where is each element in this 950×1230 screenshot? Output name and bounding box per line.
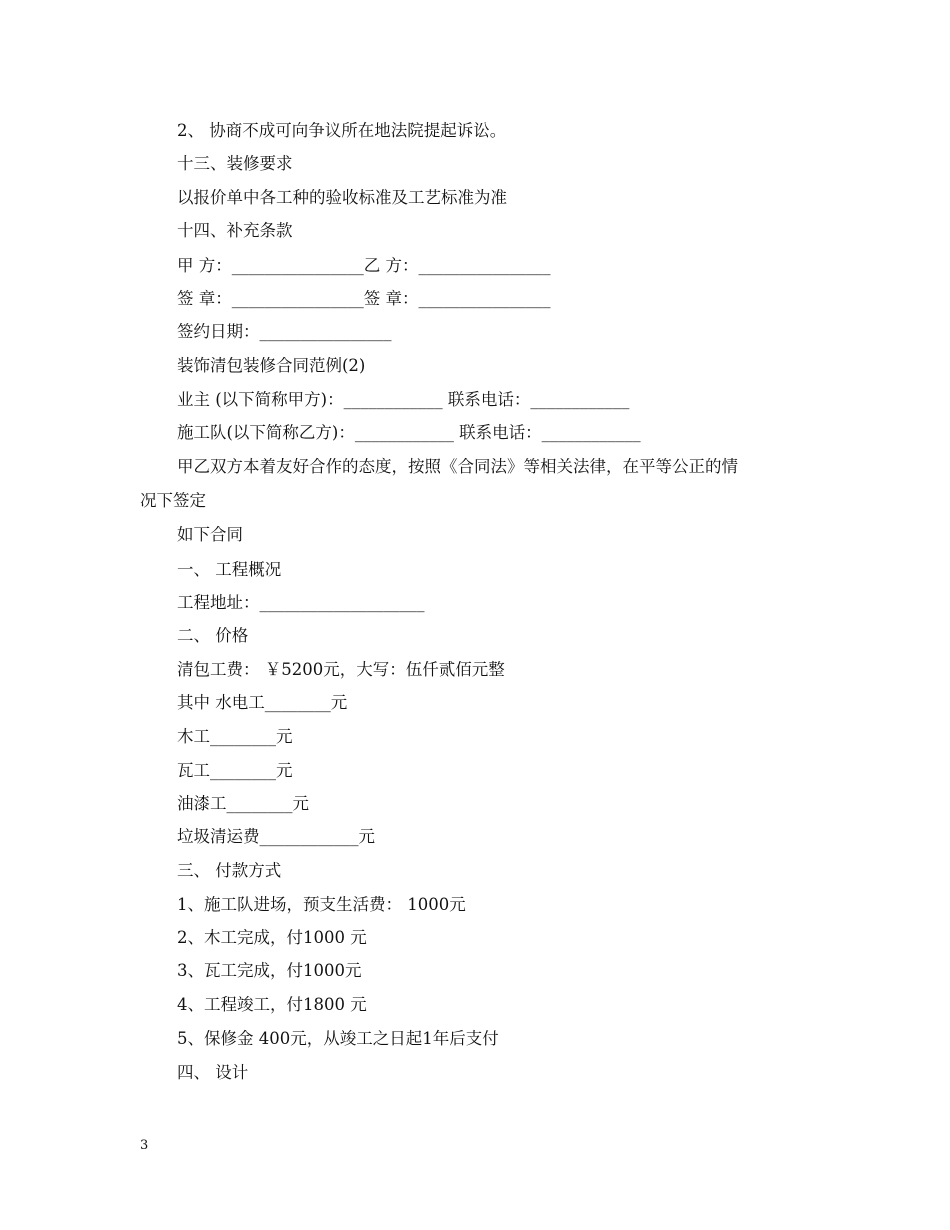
payment-item-line: 2、木工完成，付1000 元 (177, 928, 367, 947)
fee-item-line: 垃圾清运费____________元 (177, 827, 375, 846)
signature-party-line: 甲 方：________________乙 方：________________ (177, 256, 551, 275)
payment-item-line: 5、保修金 400元，从竣工之日起1年后支付 (177, 1029, 499, 1048)
fee-item-line: 木工________元 (177, 727, 293, 746)
section-heading: 十三、装修要求 (177, 154, 293, 173)
payment-item-line: 3、瓦工完成，付1000元 (177, 961, 362, 980)
contractor-line: 施工队(以下简称乙方)：____________ 联系电话：____________ (177, 423, 641, 442)
text-line: 以报价单中各工种的验收标准及工艺标准为准 (177, 188, 507, 207)
text-line: 2、 协商不成可向争议所在地法院提起诉讼。 (177, 121, 507, 140)
page-number: 3 (140, 1138, 149, 1153)
signing-date-line: 签约日期：________________ (177, 322, 392, 341)
signature-seal-line: 签 章：________________签 章：________________ (177, 289, 551, 308)
owner-line: 业主 (以下简称甲方)：____________ 联系电话：____________ (177, 390, 630, 409)
text-line: 如下合同 (177, 525, 243, 544)
section-heading: 四、 设计 (177, 1063, 249, 1082)
preamble-line: 甲乙双方本着友好合作的态度，按照《合同法》等相关法律，在平等公正的情 (177, 457, 738, 476)
section-heading: 一、 工程概况 (177, 560, 282, 579)
section-heading: 二、 价格 (177, 626, 249, 645)
document-title: 装饰清包装修合同范例(2) (177, 356, 366, 375)
project-address-line: 工程地址：____________________ (177, 593, 425, 612)
fee-item-line: 瓦工________元 (177, 761, 293, 780)
payment-item-line: 1、施工队进场，预支生活费： 1000元 (177, 895, 466, 914)
preamble-continuation: 况下签定 (140, 491, 206, 510)
fee-item-line: 油漆工________元 (177, 794, 309, 813)
payment-item-line: 4、工程竣工，付1800 元 (177, 995, 367, 1014)
section-heading: 十四、补充条款 (177, 221, 293, 240)
labor-fee-line: 清包工费： ￥5200元，大写：伍仟贰佰元整 (177, 660, 505, 679)
fee-item-line: 其中 水电工________元 (177, 693, 348, 712)
section-heading: 三、 付款方式 (177, 861, 282, 880)
